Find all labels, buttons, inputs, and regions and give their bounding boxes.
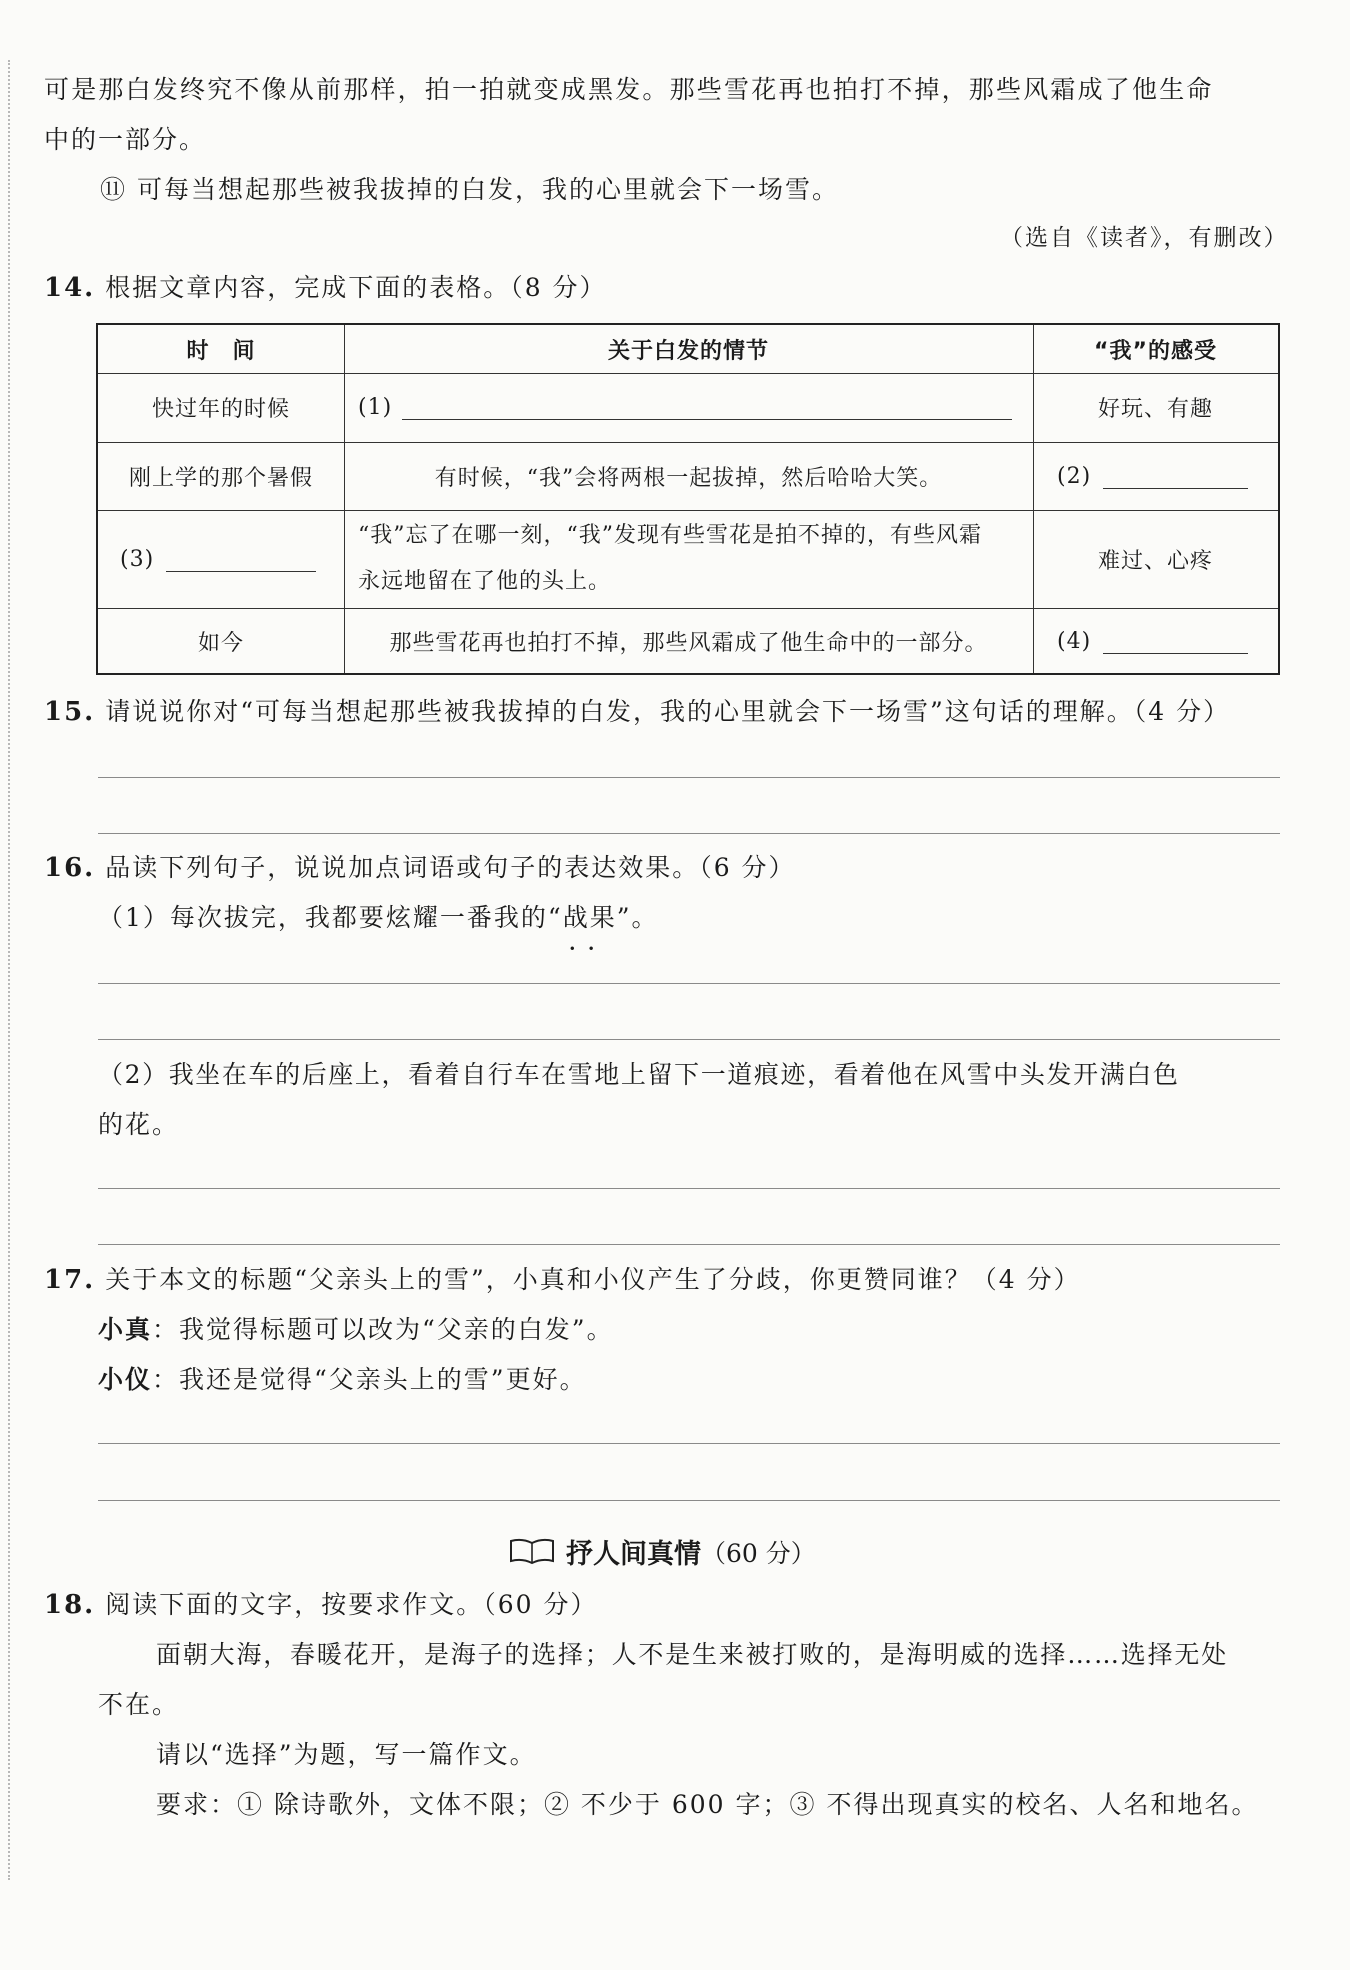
opinion-text: ：我觉得标题可以改为“父亲的白发”。 <box>152 1315 614 1344</box>
section-score: （60 分） <box>701 1538 816 1568</box>
blank-label: (3) <box>120 546 155 572</box>
table-header-plot: 关于白发的情节 <box>607 338 769 364</box>
table-cell-plot-blank[interactable] <box>344 373 1033 442</box>
sentence-text: ”。 <box>616 903 659 932</box>
answer-line[interactable] <box>98 777 1280 778</box>
table-cell-feeling: 好玩、有趣 <box>1097 397 1213 422</box>
answer-line[interactable] <box>98 1188 1280 1189</box>
table-header-time: 时 间 <box>186 338 256 364</box>
sentence-2-line: （2）我坐在车的后座上，看着自行车在雪地上留下一道痕迹，看着他在风雪中头发开满白色 <box>98 1060 1180 1089</box>
question-16 <box>44 848 796 888</box>
prompt-line: 不在。 <box>98 1690 180 1719</box>
question-text: 阅读下面的文字，按要求作文。（60 分） <box>105 1590 598 1619</box>
blank-label: (1) <box>358 395 393 420</box>
fill-in-blank[interactable] <box>1103 464 1248 489</box>
question-number: 18. <box>44 1590 96 1620</box>
question-text: 根据文章内容，完成下面的表格。（8 分） <box>105 273 607 302</box>
question-text: 请说说你对“可每当想起那些被我拔掉的白发，我的心里就会下一场雪”这句话的理解。（4 分） <box>105 697 1231 726</box>
speaker-name: 小真 <box>98 1315 153 1344</box>
speaker-name: 小仪 <box>98 1365 153 1394</box>
answer-line[interactable] <box>98 1443 1280 1444</box>
blank-label: (2) <box>1057 463 1092 489</box>
table-cell-time: 快过年的时候 <box>151 397 290 422</box>
opinion-xiaoyi <box>98 1360 587 1400</box>
opinion-text: ：我还是觉得“父亲头上的雪”更好。 <box>152 1365 587 1394</box>
table-header-feeling: “我”的感受 <box>1094 338 1217 364</box>
table-cell-plot: 那些雪花再也拍打不掉，那些风霜成了他生命中的一部分。 <box>389 630 988 656</box>
prompt-line: 请以“选择”为题，写一篇作文。 <box>156 1740 537 1769</box>
question-number: 14. <box>44 273 96 303</box>
question-text: 品读下列句子，说说加点词语或句子的表达效果。（6 分） <box>105 853 796 882</box>
section-header <box>508 1532 816 1571</box>
fill-in-blank[interactable] <box>166 547 316 572</box>
sentence-1 <box>98 898 659 938</box>
prompt-line: 面朝大海，春暖花开，是海子的选择；人不是生来被打败的，是海明威的选择……选择无处 <box>156 1640 1229 1669</box>
table-cell-feeling-blank[interactable] <box>1033 442 1278 510</box>
passage-line: 中的一部分。 <box>44 125 207 154</box>
question-17 <box>44 1260 1081 1300</box>
emphasized-word: 战果 • • <box>563 903 617 932</box>
fill-in-blank[interactable] <box>1103 629 1248 654</box>
requirements-line: 要求：① 除诗歌外，文体不限；② 不少于 600 字；③ 不得出现真实的校名、人名和地名。 <box>156 1790 1259 1819</box>
passage-source: （选自《读者》，有删改） <box>1000 225 1289 251</box>
binding-margin-line <box>8 60 10 1880</box>
table-cell-feeling: 难过、心疼 <box>1097 548 1213 574</box>
table-cell-time: 刚上学的那个暑假 <box>128 465 313 491</box>
passage-paragraph-11: ⑪ 可每当想起那些被我拔掉的白发，我的心里就会下一场雪。 <box>100 175 839 204</box>
question-14 <box>44 268 607 308</box>
section-title: 抒人间真情 <box>566 1539 701 1570</box>
question-number: 16. <box>44 853 96 883</box>
open-book-icon <box>508 1537 556 1567</box>
table-cell-feeling-blank[interactable] <box>1033 608 1278 674</box>
opinion-xiaozhen <box>98 1310 614 1350</box>
answer-line[interactable] <box>98 1244 1280 1245</box>
answer-line[interactable] <box>98 1039 1280 1040</box>
answer-line[interactable] <box>98 833 1280 834</box>
plot-line: “我”忘了在哪一刻，“我”发现有些雪花是拍不掉的，有些风霜 <box>358 523 982 548</box>
table-cell-plot <box>344 510 1033 608</box>
sentence-2-line: 的花。 <box>98 1110 180 1139</box>
plot-line: 永远地留在了他的头上。 <box>358 569 612 594</box>
question-number: 15. <box>44 697 96 727</box>
passage-line: 可是那白发终究不像从前那样，拍一拍就变成黑发。那些雪花再也拍打不掉，那些风霜成了他生命 <box>44 75 1214 104</box>
table-cell-time-blank[interactable] <box>98 510 344 608</box>
question-text: 关于本文的标题“父亲头上的雪”，小真和小仪产生了分歧，你更赞同谁？（4 分） <box>105 1265 1081 1294</box>
question-number: 17. <box>44 1265 96 1295</box>
table-cell-plot: 有时候，“我”会将两根一起拔掉，然后哈哈大笑。 <box>434 465 943 491</box>
question-15 <box>44 692 1230 732</box>
answer-line[interactable] <box>98 1500 1280 1501</box>
blank-label: (4) <box>1057 628 1092 654</box>
question-18 <box>44 1585 597 1625</box>
table-cell-time: 如今 <box>197 630 244 656</box>
answer-line[interactable] <box>98 983 1280 984</box>
fill-in-blank[interactable] <box>402 395 1012 420</box>
answer-table <box>96 323 1280 675</box>
sentence-text: （1）每次拔完，我都要炫耀一番我的“ <box>98 903 563 932</box>
